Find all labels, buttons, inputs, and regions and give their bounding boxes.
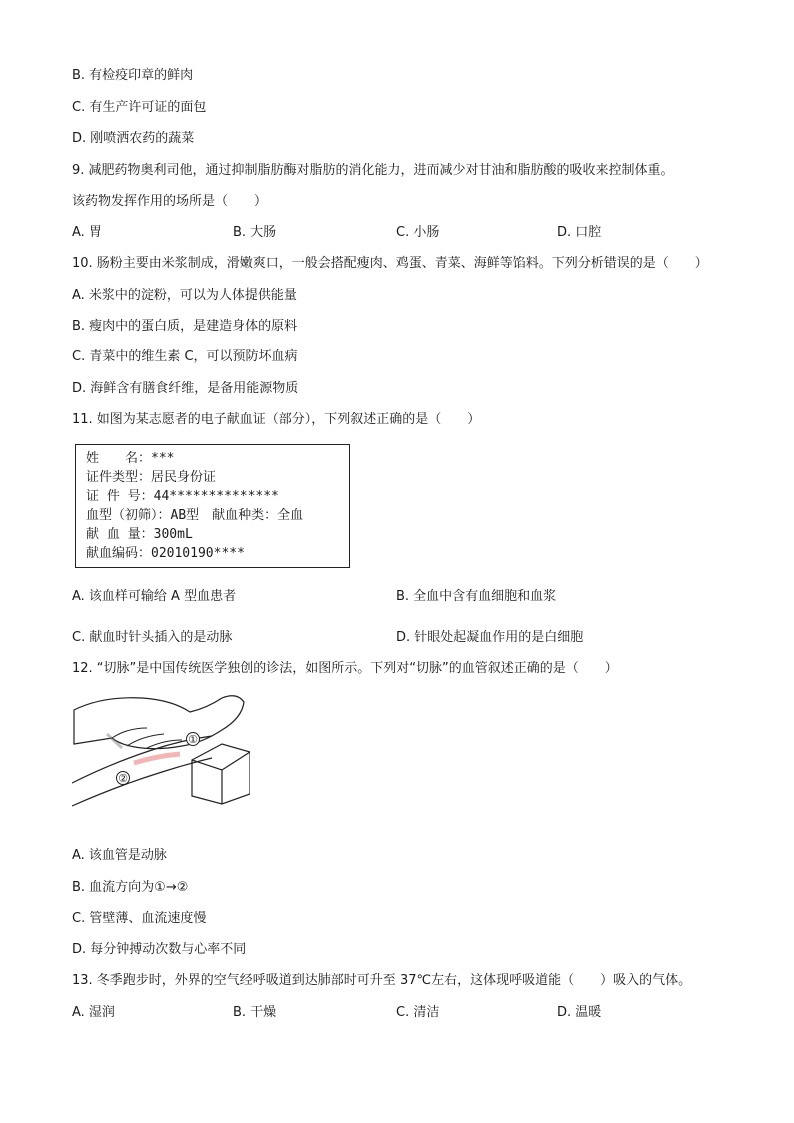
card-volume-row: 献 血 量：300mL — [86, 527, 193, 542]
q10-option-a: A. 米浆中的淀粉，可以为人体提供能量 — [72, 288, 297, 303]
card-code-row: 献血编码：02010190**** — [86, 546, 245, 561]
pulse-taking-illustration — [72, 688, 250, 808]
label-1: ① — [188, 733, 198, 746]
q13-option-b: B. 干燥 — [233, 1005, 277, 1020]
q11-option-c: C. 献血时针头插入的是动脉 — [72, 630, 233, 645]
q8-option-d: D. 刚喷洒农药的蔬菜 — [72, 131, 195, 146]
q10-option-b: B. 瘦肉中的蛋白质，是建造身体的原料 — [72, 319, 298, 334]
q11-option-b: B. 全血中含有血细胞和血浆 — [396, 589, 557, 604]
q12-option-d: D. 每分钟搏动次数与心率不同 — [72, 942, 247, 957]
q13-stem: 13. 冬季跑步时，外界的空气经呼吸道到达肺部时可升至 37℃左右，这体现呼吸道能（ ）吸入的气体。 — [72, 973, 692, 988]
q9-option-d: D. 口腔 — [557, 225, 602, 240]
q13-option-d: D. 温暖 — [557, 1005, 602, 1020]
q8-option-c: C. 有生产许可证的面包 — [72, 100, 207, 115]
card-id-number-row: 证 件 号：44************** — [86, 489, 279, 504]
label-2: ② — [118, 772, 128, 785]
q9-option-c: C. 小肠 — [396, 225, 440, 240]
q11-stem: 11. 如图为某志愿者的电子献血证（部分），下列叙述正确的是（ ） — [72, 412, 481, 427]
q12-stem: 12. “切脉”是中国传统医学独创的诊法，如图所示。下列对“切脉”的血管叙述正确的是（ ） — [72, 661, 618, 676]
q11-option-d: D. 针眼处起凝血作用的是白细胞 — [396, 630, 584, 645]
q13-option-a: A. 湿润 — [72, 1005, 115, 1020]
blood-donation-card — [75, 444, 350, 568]
q10-stem: 10. 肠粉主要由米浆制成，滑嫩爽口，一般会搭配瘦肉、鸡蛋、青菜、海鲜等馅料。下列分析错误的是（ ） — [72, 256, 708, 271]
q12-option-c: C. 管壁薄、血流速度慢 — [72, 911, 207, 926]
q9-option-b: B. 大肠 — [233, 225, 277, 240]
q9-stem-line1: 9. 减肥药物奥利司他，通过抑制脂肪酶对脂肪的消化能力，进而减少对甘油和脂肪酸的吸收来控制体重。 — [72, 163, 674, 178]
q12-option-b: B. 血流方向为①→② — [72, 880, 189, 895]
q9-stem-line2: 该药物发挥作用的场所是（ ） — [72, 194, 268, 209]
q9-option-a: A. 胃 — [72, 225, 102, 240]
q11-option-a: A. 该血样可输给 A 型血患者 — [72, 589, 237, 604]
card-name-row: 姓 名：*** — [86, 451, 175, 466]
card-id-type-row: 证件类型：居民身份证 — [86, 470, 217, 485]
q12-option-a: A. 该血管是动脉 — [72, 848, 167, 863]
card-blood-type-row: 血型（初筛）：AB型 献血种类：全血 — [86, 508, 304, 523]
q8-option-b: B. 有检疫印章的鲜肉 — [72, 68, 194, 83]
q10-option-d: D. 海鲜含有膳食纤维，是备用能源物质 — [72, 381, 299, 396]
q10-option-c: C. 青菜中的维生素 C，可以预防坏血病 — [72, 349, 298, 364]
q13-option-c: C. 清洁 — [396, 1005, 440, 1020]
